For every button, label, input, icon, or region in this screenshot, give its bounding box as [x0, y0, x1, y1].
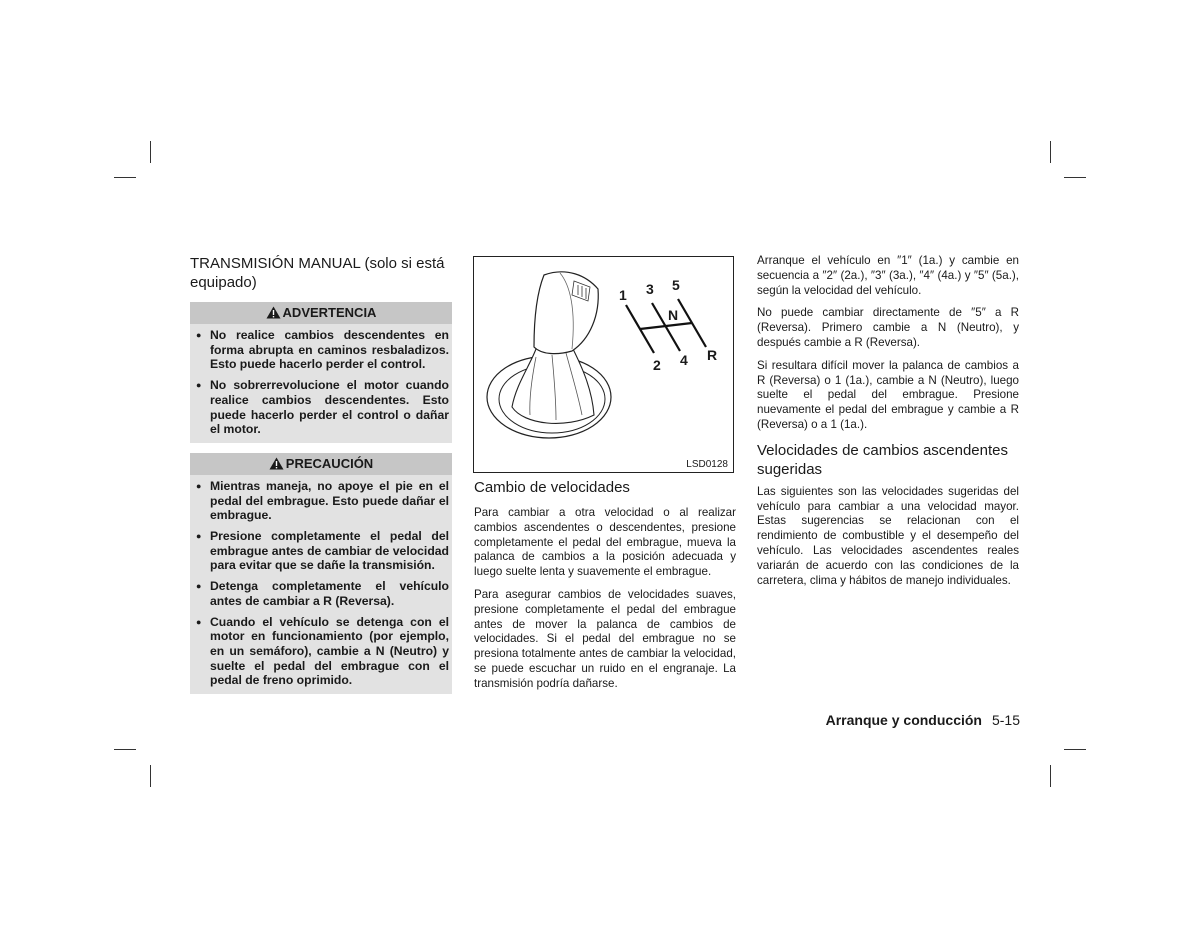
warning-box	[190, 302, 452, 443]
left-column	[190, 254, 452, 694]
crop-mark	[1064, 749, 1086, 750]
paragraph: Si resultara difícil mover la palanca de cambios a R (Reversa) o 1 (1a.), cambie a N (Neutro), luego suelte el pedal del embrague. Presione nuevamente el pedal del embrague y cambie a R (Reversa) o a 1 (1a.).	[757, 358, 1019, 431]
caution-title: PRECAUCIÓN	[285, 455, 374, 471]
crop-mark	[1050, 141, 1051, 163]
warning-header	[190, 302, 452, 324]
caution-item: ● Cuando el vehículo se detenga con el motor en funcionamiento (por ejemplo, en un semáforo), cambie a N (Neutro) y suelte el pedal del embrague con el pedal de freno oprimido.	[193, 615, 449, 689]
gear-shift-illustration	[474, 257, 733, 472]
section-title: TRANSMISIÓN MANUAL (solo si está equipado)	[190, 255, 445, 291]
middle-column	[474, 478, 736, 700]
warning-triangle-icon	[266, 306, 281, 319]
warning-triangle-icon	[269, 457, 284, 470]
paragraph: Las siguientes son las velocidades sugeridas del vehículo para cambiar a una velocidad mayor. Estas sugerencias se relacionan con el rendimiento de combustible y el desempeño del vehículo. Las velocidades ascendentes reales variarán de acuerdo con las condiciones de la carretera, clima y hábitos de manejo individuales.	[757, 484, 1019, 587]
subsection-title: Velocidades de cambios ascendentes sugeridas	[757, 441, 1009, 478]
gear-label-r: R	[707, 347, 718, 363]
gear-label-1: 1	[619, 287, 627, 303]
warning-item: ● No sobrerrevolucione el motor cuando realice cambios descendentes. Esto puede hacerlo perder el control o dañar el motor.	[193, 378, 449, 437]
gear-label-3: 3	[646, 281, 654, 297]
paragraph: Para cambiar a otra velocidad o al realizar cambios ascendentes o descendentes, presione completamente el pedal del embrague, mueva la palanca de cambios a la posición adecuada y luego suelte lenta y suavemente el embrague.	[474, 506, 736, 579]
caution-box	[190, 453, 452, 694]
footer-section: Arranque y conducción	[825, 712, 982, 728]
caution-header	[190, 453, 452, 475]
paragraph: No puede cambiar directamente de ″5″ a R (Reversa). Primero cambie a N (Neutro), y después cambie a R (Reversa).	[757, 306, 1019, 349]
gear-label-4: 4	[680, 352, 688, 368]
figure-code: LSD0128	[686, 459, 728, 470]
caution-item: ● Mientras maneja, no apoye el pie en el pedal del embrague. Esto puede dañar el embrague.	[193, 479, 449, 523]
page-footer	[826, 712, 1020, 728]
page-number: 5-15	[991, 712, 1020, 728]
paragraph: Para asegurar cambios de velocidades suaves, presione completamente el pedal del embrague antes de mover la palanca de cambios de velocidades. Si el pedal del embrague no se presiona totalmente antes de cambiar la velocidad, se puede escuchar un ruido en el engranaje. La transmisión podría dañarse.	[474, 587, 736, 690]
gear-label-n: N	[668, 307, 679, 323]
crop-mark	[1064, 177, 1086, 178]
crop-mark	[114, 177, 136, 178]
paragraph: Arranque el vehículo en ″1″ (1a.) y cambie en secuencia a ″2″ (2a.), ″3″ (3a.), ″4″ (4a.) y ″5″ (5a.), según la velocidad del vehículo.	[757, 254, 1019, 297]
caution-item: ● Detenga completamente el vehículo antes de cambiar a R (Reversa).	[193, 579, 449, 608]
crop-mark	[114, 749, 136, 750]
subsection-title: Cambio de velocidades	[474, 479, 630, 496]
warning-body	[190, 324, 452, 443]
caution-body	[190, 475, 452, 694]
warning-item: ● No realice cambios descendentes en forma abrupta en caminos resbaladizos. Esto puede hacerlo perder el control.	[193, 328, 449, 372]
warning-title: ADVERTENCIA	[282, 305, 377, 320]
caution-item: ● Presione completamente el pedal del embrague antes de cambiar de velocidad para evitar que se dañe la transmisión.	[193, 529, 449, 573]
right-column	[757, 254, 1019, 596]
crop-mark	[1050, 765, 1051, 787]
shift-pattern	[626, 299, 706, 353]
crop-mark	[150, 141, 151, 163]
gear-shift-figure	[473, 256, 734, 473]
crop-mark	[150, 765, 151, 787]
gear-label-2: 2	[653, 357, 661, 373]
gear-label-5: 5	[672, 277, 680, 293]
